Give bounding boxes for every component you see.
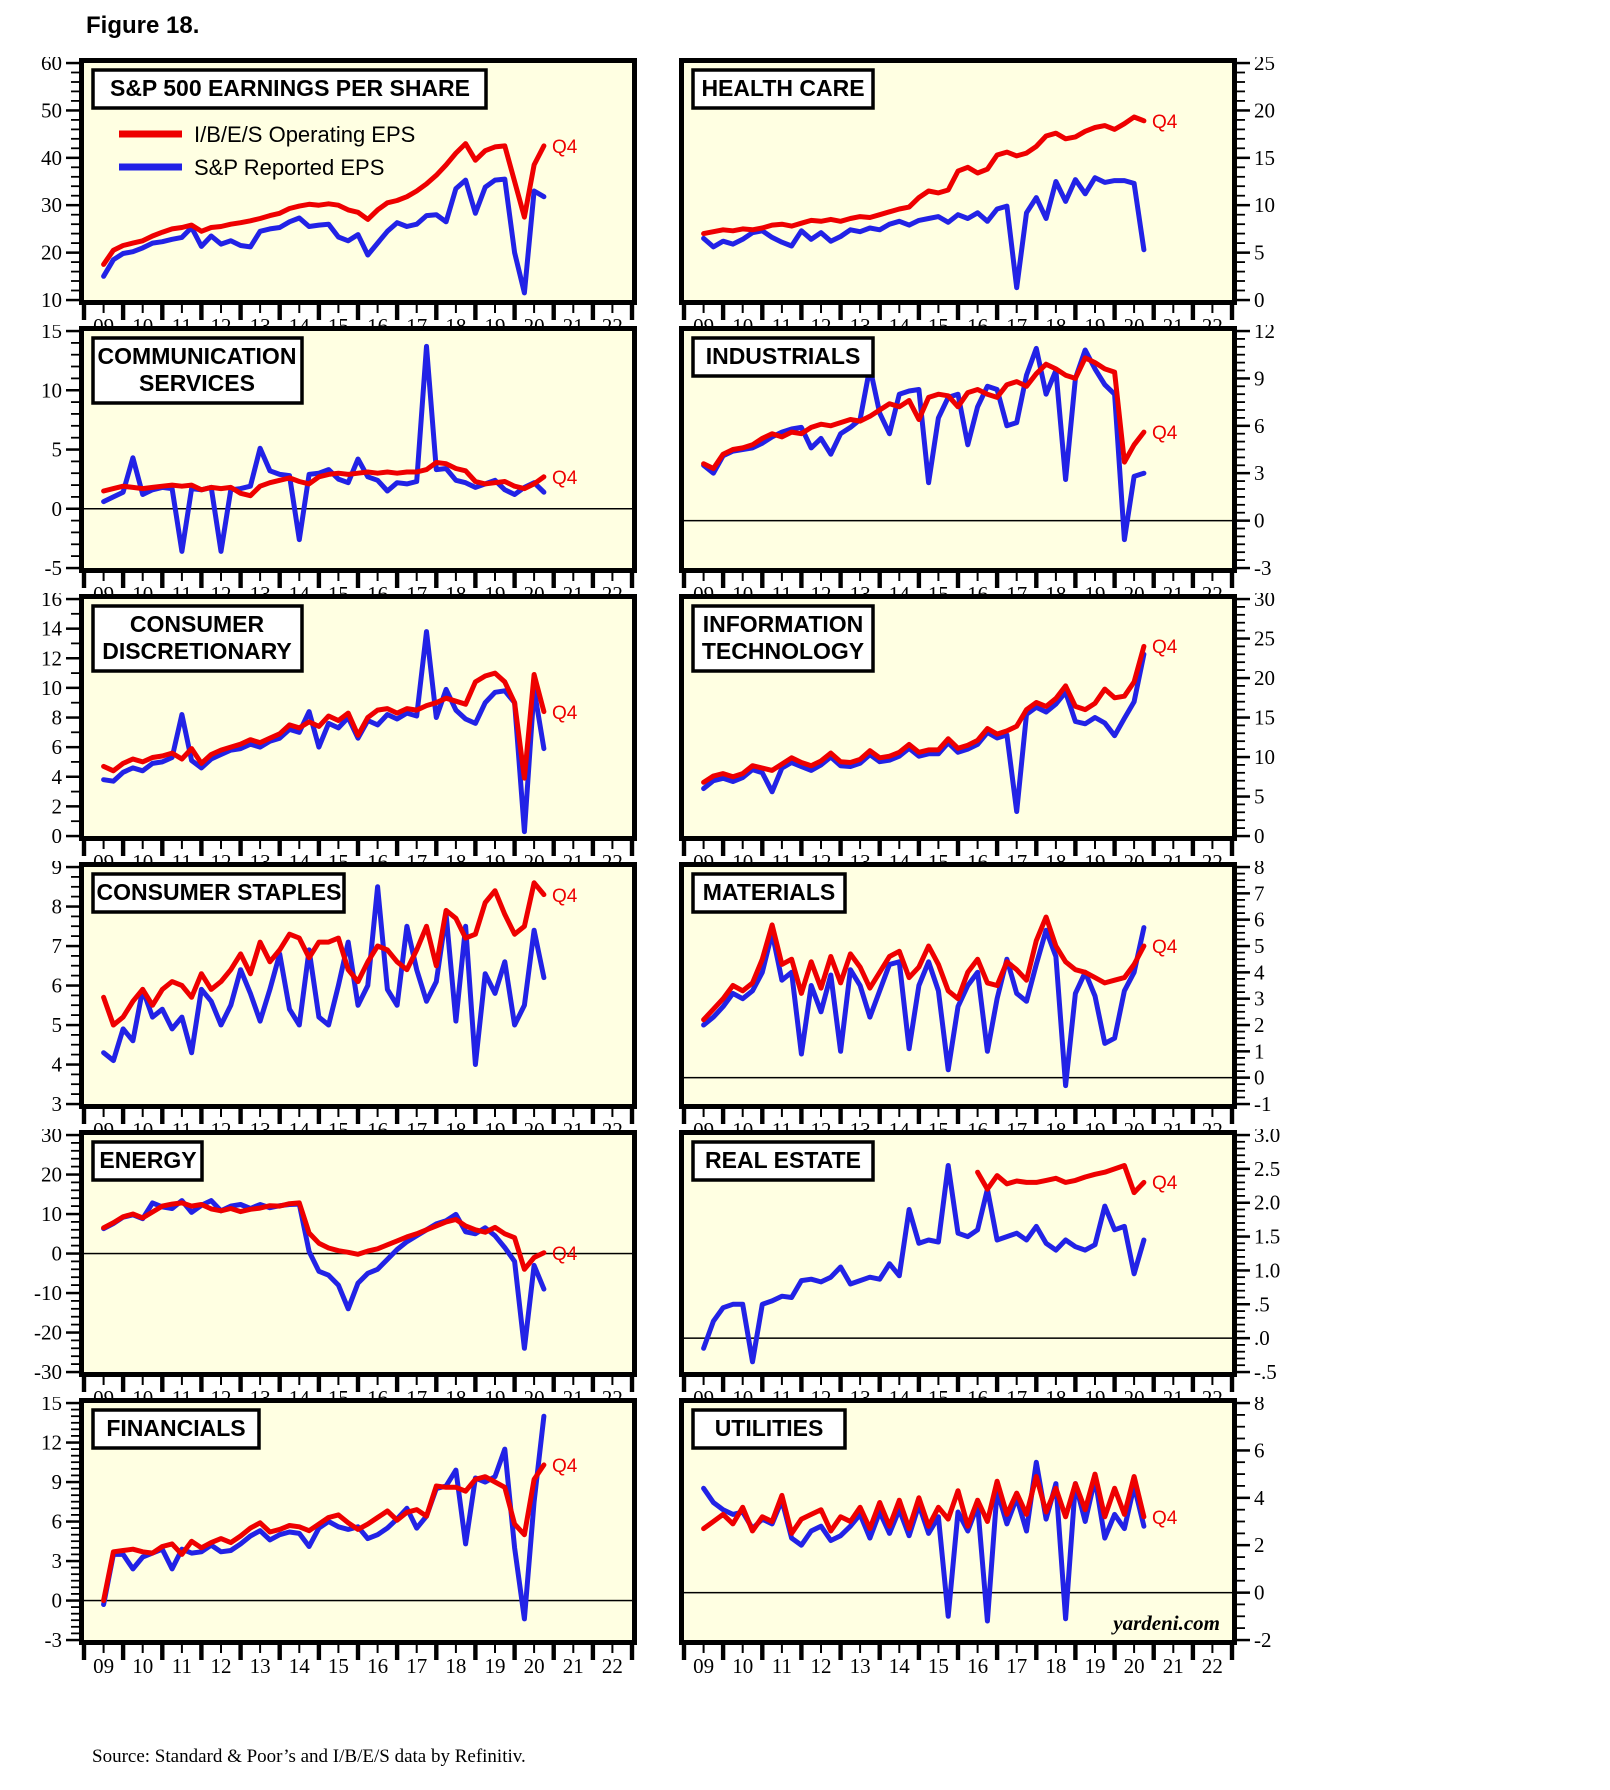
svg-text:50: 50: [41, 98, 62, 123]
health-care-chart: [676, 57, 1321, 339]
svg-text:10: 10: [1254, 745, 1275, 769]
panel-info-technology: [676, 593, 1321, 875]
zero-line: [84, 508, 632, 510]
q4-label: Q4: [1152, 1173, 1178, 1194]
svg-text:DISCRETIONARY: DISCRETIONARY: [102, 638, 292, 664]
y-axis: [41, 1397, 79, 1652]
panel-utilities: [676, 1397, 1321, 1679]
q4-label: Q4: [552, 703, 578, 724]
svg-text:16: 16: [967, 1654, 989, 1678]
y-axis: [1237, 325, 1275, 580]
panel-title: [93, 1410, 259, 1448]
svg-text:3.0: 3.0: [1254, 1129, 1281, 1147]
info-technology-chart: [676, 593, 1321, 875]
svg-text:-30: -30: [34, 1360, 62, 1384]
svg-text:INFORMATION: INFORMATION: [702, 611, 864, 637]
svg-text:8: 8: [51, 705, 62, 730]
real-estate-chart: [676, 1129, 1321, 1411]
svg-text:30: 30: [41, 193, 62, 218]
q4-label: Q4: [1152, 1508, 1178, 1529]
figure-label: Figure 18.: [86, 12, 200, 39]
svg-text:S&P 500 EARNINGS PER SHARE: S&P 500 EARNINGS PER SHARE: [109, 75, 471, 101]
zero-line: [684, 1337, 1232, 1339]
svg-text:9: 9: [51, 861, 62, 879]
utilities-chart: [676, 1397, 1321, 1679]
svg-text:10: 10: [732, 1654, 754, 1678]
y-axis: [1237, 57, 1275, 312]
panel-cons-discretionary: [18, 593, 663, 875]
svg-text:12: 12: [210, 1654, 232, 1678]
svg-text:-3: -3: [1254, 556, 1272, 580]
svg-text:REAL ESTATE: REAL ESTATE: [705, 1147, 861, 1173]
svg-text:6: 6: [51, 735, 62, 760]
svg-text:13: 13: [249, 1654, 271, 1678]
svg-text:CONSUMER: CONSUMER: [129, 611, 265, 637]
svg-text:3: 3: [51, 1092, 62, 1116]
svg-text:40: 40: [41, 145, 62, 170]
source-note: Source: Standard & Poor’s and I/B/E/S data by Refinitiv.: [92, 1746, 526, 1767]
panel-financials: [18, 1397, 663, 1679]
svg-text:12: 12: [41, 1430, 62, 1455]
svg-text:14: 14: [888, 1654, 910, 1678]
svg-text:20: 20: [523, 1654, 545, 1678]
svg-text:4: 4: [51, 1052, 62, 1077]
svg-text:6: 6: [51, 973, 62, 998]
svg-text:09: 09: [693, 1654, 715, 1678]
sp500-chart: [18, 57, 663, 339]
svg-text:25: 25: [1254, 626, 1275, 651]
svg-text:20: 20: [1254, 666, 1275, 690]
svg-text:0: 0: [1254, 824, 1265, 848]
panel-health-care: [676, 57, 1321, 339]
svg-text:15: 15: [41, 1397, 62, 1415]
svg-text:20: 20: [1254, 98, 1275, 123]
q4-label: Q4: [552, 1456, 578, 1477]
svg-text:6: 6: [51, 1509, 62, 1534]
svg-text:22: 22: [601, 1654, 623, 1678]
svg-text:-10: -10: [34, 1281, 62, 1305]
svg-text:14: 14: [41, 616, 62, 641]
svg-text:3: 3: [1254, 461, 1265, 486]
svg-text:.0: .0: [1254, 1326, 1270, 1351]
zero-line: [684, 1592, 1232, 1594]
svg-text:-3: -3: [44, 1628, 62, 1652]
svg-text:15: 15: [1254, 705, 1275, 730]
svg-text:1: 1: [1254, 1039, 1265, 1064]
svg-text:25: 25: [1254, 57, 1275, 75]
svg-text:-1: -1: [1254, 1092, 1272, 1116]
svg-text:-20: -20: [34, 1320, 62, 1345]
svg-text:13: 13: [849, 1654, 871, 1678]
panel-materials: [676, 861, 1321, 1143]
svg-text:18: 18: [445, 1654, 467, 1678]
svg-text:16: 16: [41, 593, 62, 611]
y-axis: [34, 1129, 79, 1384]
svg-text:10: 10: [1254, 193, 1275, 218]
svg-text:18: 18: [1045, 1654, 1067, 1678]
y-axis: [41, 57, 79, 312]
svg-text:6: 6: [1254, 1438, 1265, 1463]
svg-text:0: 0: [51, 824, 62, 848]
svg-text:-2: -2: [1254, 1628, 1272, 1652]
svg-text:15: 15: [327, 1654, 349, 1678]
panel-industrials: [676, 325, 1321, 607]
svg-text:20: 20: [1123, 1654, 1145, 1678]
svg-text:2: 2: [51, 794, 62, 819]
panel-cons-staples: [18, 861, 663, 1143]
svg-text:0: 0: [1254, 1065, 1265, 1090]
svg-text:16: 16: [367, 1654, 389, 1678]
svg-text:4: 4: [1254, 1485, 1265, 1510]
q4-label: Q4: [1152, 112, 1178, 133]
svg-text:6: 6: [1254, 907, 1265, 932]
svg-text:6: 6: [1254, 413, 1265, 438]
svg-text:10: 10: [41, 675, 62, 700]
y-axis: [52, 861, 80, 1116]
svg-text:11: 11: [171, 1654, 193, 1678]
svg-text:0: 0: [51, 496, 62, 521]
svg-text:ENERGY: ENERGY: [99, 1147, 197, 1173]
svg-text:2.5: 2.5: [1254, 1156, 1281, 1181]
svg-text:15: 15: [41, 325, 62, 343]
panel-title: [93, 874, 344, 912]
svg-text:TECHNOLOGY: TECHNOLOGY: [701, 638, 865, 664]
svg-text:UTILITIES: UTILITIES: [714, 1415, 824, 1441]
svg-text:0: 0: [51, 1241, 62, 1266]
panel-title: [93, 1142, 202, 1180]
svg-text:8: 8: [1254, 1397, 1265, 1415]
panel-title: [93, 70, 486, 108]
zero-line: [684, 520, 1232, 522]
panel-title: [693, 338, 873, 376]
panel-title: [93, 606, 302, 671]
cons-discretionary-chart: [18, 593, 663, 875]
svg-text:15: 15: [1254, 145, 1275, 170]
watermark: yardeni.com: [1113, 1611, 1220, 1635]
zero-line: [84, 1600, 632, 1602]
y-axis: [1237, 1397, 1272, 1652]
svg-text:SERVICES: SERVICES: [139, 370, 255, 396]
svg-text:4: 4: [1254, 960, 1265, 985]
panel-energy: [18, 1129, 663, 1411]
panel-sp500: [18, 57, 663, 339]
panel-title: [693, 1410, 845, 1448]
svg-text:12: 12: [1254, 325, 1275, 343]
svg-text:8: 8: [1254, 861, 1265, 879]
svg-text:7: 7: [1254, 881, 1265, 906]
svg-text:5: 5: [1254, 784, 1265, 809]
svg-text:3: 3: [1254, 986, 1265, 1011]
svg-text:1.0: 1.0: [1254, 1258, 1281, 1283]
q4-label: Q4: [552, 468, 578, 489]
svg-text:HEALTH CARE: HEALTH CARE: [701, 75, 865, 101]
svg-text:2: 2: [1254, 1013, 1265, 1037]
svg-text:21: 21: [1162, 1654, 1184, 1678]
svg-text:COMMUNICATION: COMMUNICATION: [97, 343, 297, 369]
y-axis: [1237, 861, 1272, 1116]
svg-text:4: 4: [51, 764, 62, 789]
q4-label: Q4: [1152, 637, 1178, 658]
financials-chart: [18, 1397, 663, 1679]
svg-text:INDUSTRIALS: INDUSTRIALS: [705, 343, 861, 369]
q4-label: Q4: [1152, 937, 1178, 958]
panel-real-estate: [676, 1129, 1321, 1411]
svg-text:CONSUMER STAPLES: CONSUMER STAPLES: [96, 879, 342, 905]
svg-text:20: 20: [41, 1162, 62, 1187]
panel-title: [693, 874, 845, 912]
q4-label: Q4: [1152, 423, 1178, 444]
panel-title: [693, 70, 873, 108]
svg-text:12: 12: [810, 1654, 832, 1678]
svg-text:8: 8: [51, 894, 62, 919]
svg-text:2: 2: [1254, 1533, 1265, 1558]
y-axis: [1237, 1129, 1280, 1384]
panel-comm-services: [18, 325, 663, 607]
industrials-chart: [676, 325, 1321, 607]
y-axis: [1237, 593, 1275, 848]
svg-text:-5: -5: [44, 556, 62, 580]
svg-text:0: 0: [1254, 1580, 1265, 1605]
svg-text:5: 5: [1254, 240, 1265, 265]
materials-chart: [676, 861, 1321, 1143]
svg-text:12: 12: [41, 646, 62, 671]
svg-text:20: 20: [41, 240, 62, 265]
svg-text:17: 17: [406, 1654, 428, 1678]
svg-text:2.0: 2.0: [1254, 1190, 1281, 1215]
svg-text:15: 15: [927, 1654, 949, 1678]
q4-label: Q4: [552, 137, 578, 158]
y-axis: [41, 593, 79, 848]
svg-text:9: 9: [51, 1470, 62, 1494]
svg-text:17: 17: [1006, 1654, 1028, 1678]
svg-text:21: 21: [562, 1654, 584, 1678]
svg-text:09: 09: [93, 1654, 115, 1678]
cons-staples-chart: [18, 861, 663, 1143]
svg-text:3: 3: [51, 1549, 62, 1573]
svg-text:30: 30: [41, 1129, 62, 1147]
energy-chart: [18, 1129, 663, 1411]
svg-text:0: 0: [1254, 288, 1265, 312]
panel-title: [693, 606, 873, 671]
comm-services-chart: [18, 325, 663, 607]
x-axis: [82, 1645, 634, 1678]
x-axis: [682, 1645, 1234, 1678]
svg-text:14: 14: [288, 1654, 310, 1678]
svg-text:5: 5: [1254, 934, 1265, 958]
svg-text:60: 60: [41, 57, 62, 75]
svg-text:10: 10: [41, 1202, 62, 1226]
svg-text:11: 11: [771, 1654, 793, 1678]
svg-text:-.5: -.5: [1254, 1360, 1277, 1384]
zero-line: [684, 1077, 1232, 1079]
svg-text:19: 19: [1084, 1654, 1106, 1678]
svg-text:0: 0: [1254, 508, 1265, 533]
svg-text:FINANCIALS: FINANCIALS: [106, 1415, 246, 1441]
svg-text:10: 10: [41, 288, 62, 312]
q4-label: Q4: [552, 1244, 578, 1265]
svg-text:1.5: 1.5: [1254, 1224, 1281, 1249]
svg-text:I/B/E/S Operating EPS: I/B/E/S Operating EPS: [194, 122, 416, 147]
svg-text:0: 0: [51, 1588, 62, 1613]
svg-text:19: 19: [484, 1654, 506, 1678]
svg-text:5: 5: [51, 1013, 62, 1037]
svg-text:.5: .5: [1254, 1292, 1270, 1317]
panel-title: [693, 1142, 873, 1180]
q4-label: Q4: [552, 886, 578, 907]
svg-text:9: 9: [1254, 366, 1265, 391]
svg-text:MATERIALS: MATERIALS: [702, 879, 836, 905]
svg-text:7: 7: [51, 934, 62, 958]
svg-text:5: 5: [51, 437, 62, 462]
svg-text:10: 10: [132, 1654, 154, 1678]
y-axis: [41, 325, 79, 580]
svg-text:30: 30: [1254, 593, 1275, 611]
svg-text:10: 10: [41, 378, 62, 403]
svg-text:22: 22: [1201, 1654, 1223, 1678]
svg-text:S&P Reported EPS: S&P Reported EPS: [194, 155, 385, 180]
panel-title: [93, 338, 302, 403]
